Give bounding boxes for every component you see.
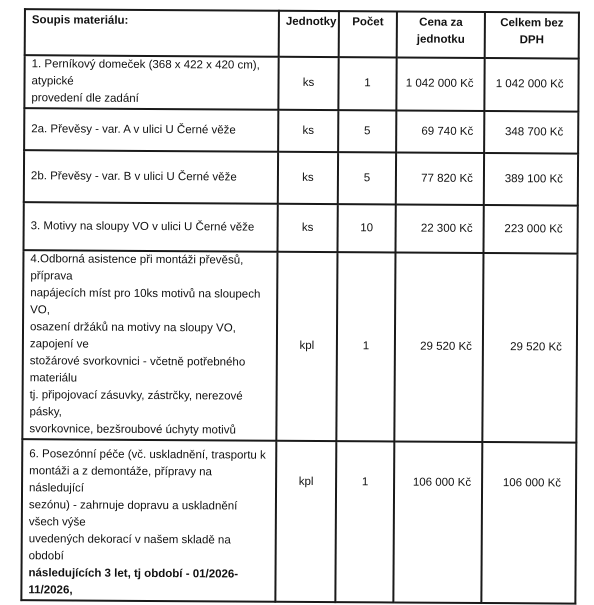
description-line: 1. Perníkový domeček (368 x 422 x 420 cm), atypické <box>31 58 260 88</box>
row-description <box>24 150 278 204</box>
table-row <box>23 202 577 253</box>
row-description <box>21 439 276 602</box>
row-count: 1 <box>338 57 396 110</box>
table-row <box>24 150 578 205</box>
row-description <box>24 55 278 110</box>
header-unit: Jednotky <box>279 11 339 57</box>
row-total: 29 520 Kč <box>482 253 577 443</box>
header-total: Celkem bez DPH <box>485 12 579 59</box>
description-line: provedení dle zadání <box>31 92 139 105</box>
row-total: 1 042 000 Kč <box>484 58 578 112</box>
description-line: osazení držáků na motivy na sloupy VO, zapojení ve <box>29 321 236 351</box>
row-unit: ks <box>277 204 337 252</box>
description-line: sezónu) - zahrnuje dopravu a uskladnění všech výše <box>28 499 238 529</box>
description-line: napájecích míst pro 10ks motivů na sloupech VO, <box>30 287 261 317</box>
row-count: 1 <box>336 252 395 441</box>
row-unit: ks <box>278 152 338 204</box>
header-unit-price: Cena za jednotku <box>397 11 485 58</box>
row-unit-price: 77 820 Kč <box>396 152 484 205</box>
description-line: 3. Motivy na sloupy VO v ulici U Černé věže <box>30 219 255 234</box>
row-count: 5 <box>338 110 396 152</box>
description-line: tj. připojovací zásuvky, zástrčky, nerezové pásky, <box>29 389 243 419</box>
row-unit-price: 106 000 Kč <box>393 441 482 603</box>
header-item: Soupis materiálu: <box>25 9 279 57</box>
row-unit-price: 1 042 000 Kč <box>396 57 484 111</box>
header-count: Počet <box>339 11 397 57</box>
row-description <box>23 202 277 252</box>
row-unit-price: 22 300 Kč <box>395 204 483 253</box>
description-line: uvedených dekorací v našem skladě na období <box>28 533 231 563</box>
table-header-row <box>25 9 579 58</box>
description-line: 2a. Převěsy - var. A v ulici U Černé věže <box>31 122 236 136</box>
table-row <box>21 439 576 603</box>
row-unit: kpl <box>276 252 337 441</box>
row-count: 5 <box>338 152 396 204</box>
description-line: 2b. Převěsy - var. B v ulici U Černé věže <box>30 169 237 183</box>
materials-table <box>20 8 580 604</box>
description-line: stožárové svorkovnici - včetně potřebného materiálu <box>29 355 246 385</box>
row-unit-price: 29 520 Kč <box>394 252 483 442</box>
row-count: 10 <box>337 204 395 252</box>
row-unit: ks <box>278 57 338 110</box>
row-description <box>24 108 278 152</box>
row-unit: kpl <box>275 441 336 602</box>
row-unit-price: 69 740 Kč <box>396 110 484 153</box>
row-total: 223 000 Kč <box>483 205 577 254</box>
description-line-bold: následujících 3 let, tj období - 01/2026-11/2026, <box>28 567 239 597</box>
description-line: 6. Posezónní péče (vč. uskladnění, trasportu k <box>29 448 266 462</box>
row-total: 348 700 Kč <box>484 111 578 154</box>
description-line: svorkovnice, bezšroubové úchyty motivů <box>29 423 236 437</box>
row-total: 389 100 Kč <box>484 153 578 206</box>
document-sheet <box>0 4 594 597</box>
table-row <box>24 55 578 111</box>
row-unit: ks <box>278 110 338 152</box>
row-total: 106 000 Kč <box>481 442 576 604</box>
row-description <box>22 250 277 441</box>
description-line: montáži a z demontáže, přípravy na následující <box>29 465 213 495</box>
row-count: 1 <box>335 441 394 602</box>
table-row <box>24 108 578 153</box>
table-row <box>22 250 577 442</box>
description-line: 4.Odborná asistence při montáži převěsů, příprava <box>30 253 244 283</box>
